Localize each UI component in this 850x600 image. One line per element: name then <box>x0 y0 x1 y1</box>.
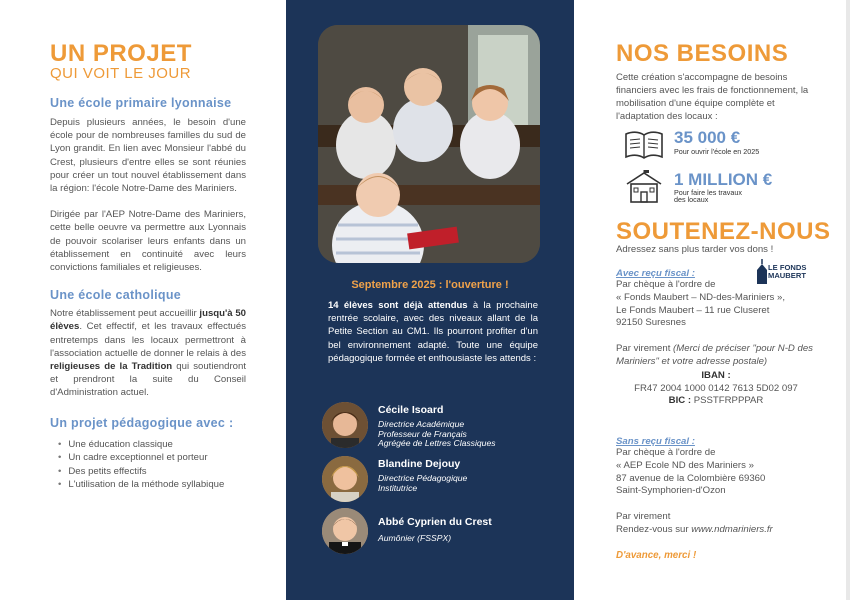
staff-name: Abbé Cyprien du Crest <box>378 516 492 528</box>
thanks-text: D'avance, merci ! <box>616 549 697 561</box>
need-works <box>624 170 824 204</box>
staff-card <box>322 402 542 450</box>
logo-line: MAUBERT <box>768 271 806 280</box>
cheque-line: Le Fonds Maubert – 11 rue Cluseret <box>616 304 770 316</box>
needs-text: Cette création s'accompagne de besoins financiers avec les frais de fonctionnement, la mobilisation d'une équipe complète et l'adaptation des locaux : <box>616 72 809 122</box>
classroom-photo <box>318 25 540 263</box>
staff-role: Aumônier (FSSPX) <box>378 533 452 543</box>
section-heading-ecole-lyonnaise: Une école primaire lyonnaise <box>50 96 232 110</box>
fiscal-block <box>616 268 816 408</box>
pedagogy-list <box>50 438 246 492</box>
need-amount: 1 MILLION € <box>674 170 773 189</box>
staff-role: Directrice Pédagogique <box>378 473 468 483</box>
need-label: Pour ouvrir l'école en 2025 <box>674 147 760 156</box>
school-building-icon <box>624 170 664 204</box>
fiscal-heading: Avec reçu fiscal : <box>616 268 695 279</box>
section-heading-ecole-catholique: Une école catholique <box>50 288 182 303</box>
staff-card <box>322 508 542 556</box>
avatar <box>322 402 368 448</box>
book-icon <box>624 130 664 160</box>
section-heading-pedagogie: Un projet pédagogique avec : <box>50 415 234 430</box>
opening-text: 14 élèves sont déjà attendus à la prochaine rentrée scolaire, avec des niveaux allant de la Petite Section au CM1. Ils pourront profiter d'un bel environnement adapté. Toute une équipe pédagogique formée et enthousiaste les attends : <box>328 300 538 364</box>
list-item: • L'utilisation de la méthode syllabique <box>58 478 246 492</box>
staff-card <box>322 456 542 504</box>
cheque-line: Par chèque à l'ordre de <box>616 279 716 290</box>
list-item: • Des petits effectifs <box>58 465 246 479</box>
cheque-line: Par chèque à l'ordre de <box>616 447 716 458</box>
need-amount: 35 000 € <box>674 128 741 147</box>
staff-role: Agrégée de Lettres Classiques <box>378 438 496 448</box>
project-title: UN PROJET <box>50 40 192 67</box>
need-open-school <box>624 128 824 162</box>
staff-name: Cécile Isoard <box>378 404 444 416</box>
avatar <box>322 508 368 554</box>
paragraph-catholic: Notre établissement peut accueillir jusqu'à 50 élèves. Cet effectif, et les travaux effectués entretemps dans les locaux permettront à l'association actuelle de donner le relais à des religieuses de la Tradition qui soutiendront et prendront la suite du Conseil d'Administration actuel. <box>50 308 247 399</box>
list-item: • Une éducation classique <box>58 438 246 452</box>
need-label: Pour faire les travaux <box>674 188 742 197</box>
cheque-line: 87 avenue de la Colombière 69360 <box>616 472 766 484</box>
nonfiscal-heading: Sans reçu fiscal : <box>616 436 695 447</box>
opening-title: Septembre 2025 : l'ouverture ! <box>351 279 509 291</box>
staff-name: Blandine Dejouy <box>378 458 461 470</box>
logo-line: LE FONDS <box>768 263 807 272</box>
list-item: • Un cadre exceptionnel et porteur <box>58 451 246 465</box>
iban-value: FR47 2004 1000 0142 7613 5D02 097 <box>634 382 798 394</box>
cheque-line: « Fonds Maubert – ND-des-Mariniers », <box>616 291 786 303</box>
nonfiscal-block <box>616 436 816 561</box>
staff-role: Directrice Académique <box>378 419 465 429</box>
classroom-illustration <box>318 25 540 263</box>
website-link[interactable]: www.ndmariniers.fr <box>691 523 773 535</box>
need-label: des locaux <box>674 195 709 204</box>
project-subtitle: QUI VOIT LE JOUR <box>50 65 192 82</box>
virement-text: Par virement (Merci de préciser "pour N-D des Mariniers" et votre adresse postale) <box>616 343 813 367</box>
support-subtitle: Adressez sans plus tarder vos dons ! <box>616 244 774 255</box>
website-line: Rendez-vous sur www.ndmariniers.fr <box>616 523 773 535</box>
middle-panel <box>286 0 574 600</box>
paragraph-history: Depuis plusieurs années, le besoin d'une école pour de nombreuses familles du sud de Lyon grandit. En lien avec Monsieur l'abbé du Crest, plusieurs d'entre elles se sont réunies pour créer un tout nouvel établissement dans la région: l'école Notre-Dame des Mariniers. <box>50 117 246 195</box>
cheque-line: Saint-Symphorien-d'Ozon <box>616 485 726 497</box>
needs-title: NOS BESOINS <box>616 40 789 67</box>
cheque-line: 92150 Suresnes <box>616 317 686 329</box>
staff-role: Institutrice <box>378 482 418 493</box>
iban-label: IBAN : <box>701 369 731 381</box>
support-title: SOUTENEZ-NOUS <box>616 218 831 245</box>
paragraph-direction: Dirigée par l'AEP Notre-Dame des Mariniers, cette belle oeuvre va permettre aux Lyonnais de pouvoir scolariser leurs enfants dans un établissement en continuité avec leurs convictions familiales et religieuses. <box>50 209 246 274</box>
cheque-line: « AEP Ecole ND des Mariniers » <box>616 459 754 471</box>
staff-role: Professeur de Français <box>378 428 467 439</box>
page-edge <box>846 0 850 600</box>
avatar <box>322 456 368 502</box>
bic-value: BIC : PSSTFRPPPAR <box>668 395 764 407</box>
virement-label: Par virement <box>616 511 671 523</box>
left-panel <box>0 0 286 600</box>
